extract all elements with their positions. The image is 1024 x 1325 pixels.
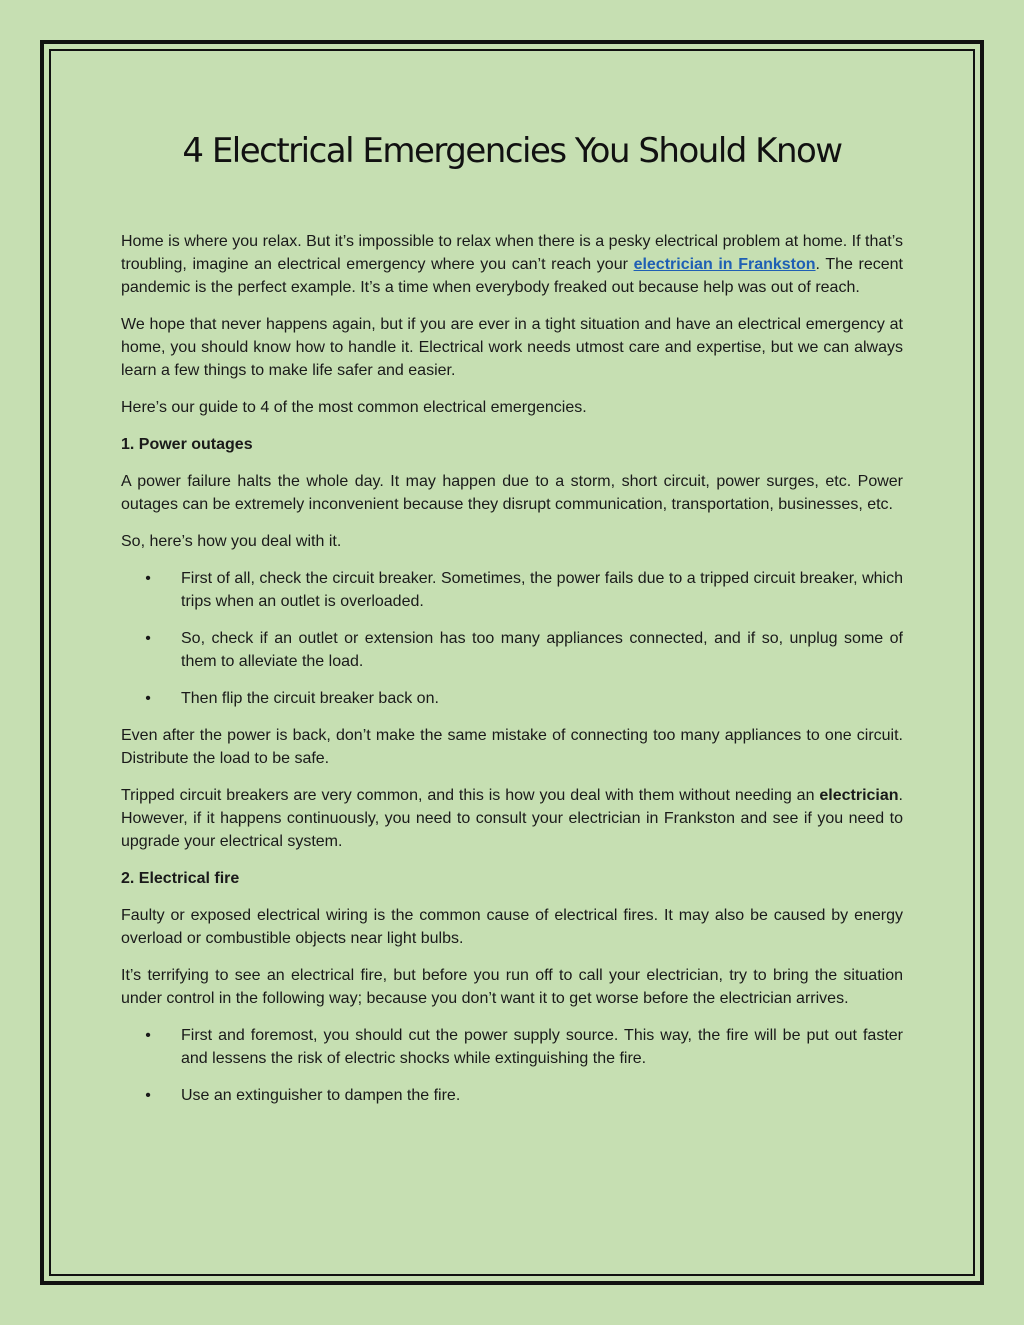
section-1-p4-before: Tripped circuit breakers are very common, and this is how you deal with them without needing an [121, 787, 820, 804]
document-content [121, 128, 903, 1121]
intro-text-before-link: Home is where you relax. But it’s impossible to relax when there is a pesky electrical problem at home. If that’s troubling, imagine an electrical emergency where you can’t reach your [121, 233, 903, 273]
paragraph-3: Here’s our guide to 4 of the most common electrical emergencies. [121, 399, 587, 416]
list-item-text: So, check if an outlet or extension has too many appliances connected, and if so, unplug some of them to alleviate the load. [181, 630, 903, 670]
section-1-bullet-list [121, 567, 903, 710]
list-item-text: Use an extinguisher to dampen the fire. [181, 1087, 461, 1104]
list-item-text: First of all, check the circuit breaker. Sometimes, the power fails due to a tripped circuit breaker, which trips when an outlet is overloaded. [181, 570, 903, 610]
paragraph-2: We hope that never happens again, but if you are ever in a tight situation and have an electrical emergency at home, you should know how to handle it. Electrical work needs utmost care and expertise, but we can always learn a few things to make life safer and easier. [121, 316, 903, 379]
electrician-frankston-link[interactable]: electrician in Frankston [633, 256, 816, 273]
section-1-paragraph-3: Even after the power is back, don’t make the same mistake of connecting too many appliances to one circuit. Distribute the load to be safe. [121, 727, 903, 767]
list-item [121, 627, 903, 673]
list-item [121, 687, 903, 710]
section-1-paragraph-2: So, here’s how you deal with it. [121, 533, 342, 550]
intro-paragraph [121, 230, 903, 299]
list-item [121, 1024, 903, 1070]
section-1-p4-after: . However, if it happens continuously, you need to consult your electrician in Frankston and see if you need to upgrade your electrical system. [121, 787, 903, 850]
section-2-paragraph-1: Faulty or exposed electrical wiring is the common cause of electrical fires. It may also be caused by energy overload or combustible objects near light bulbs. [121, 907, 903, 947]
list-item-text: First and foremost, you should cut the power supply source. This way, the fire will be put out faster and lessens the risk of electric shocks while extinguishing the fire. [181, 1027, 903, 1067]
section-1-heading: 1. Power outages [121, 436, 253, 453]
bullet-icon: • [145, 1087, 151, 1104]
bullet-icon: • [145, 630, 151, 647]
section-1-paragraph-1: A power failure halts the whole day. It may happen due to a storm, short circuit, power surges, etc. Power outages can be extremely inconvenient because they disrupt communication, transportation, businesses, etc. [121, 473, 903, 513]
section-2-bullet-list [121, 1024, 903, 1107]
list-item [121, 567, 903, 613]
intro-text-after-link: . The recent pandemic is the perfect example. It’s a time when everybody freaked out because help was out of reach. [121, 256, 904, 296]
bullet-icon: • [145, 570, 151, 587]
bullet-icon: • [145, 690, 151, 707]
page-title: 4 Electrical Emergencies You Should Know [182, 131, 842, 171]
bullet-icon: • [145, 1027, 151, 1044]
section-2-heading: 2. Electrical fire [121, 870, 240, 887]
list-item-text: Then flip the circuit breaker back on. [181, 690, 439, 707]
list-item [121, 1084, 903, 1107]
section-1-p4-bold: electrician [819, 787, 899, 804]
section-1-paragraph-4 [121, 784, 903, 853]
section-2-paragraph-2: It’s terrifying to see an electrical fire, but before you run off to call your electrician, try to bring the situation under control in the following way; because you don’t want it to get worse before the electrician arrives. [121, 967, 903, 1007]
